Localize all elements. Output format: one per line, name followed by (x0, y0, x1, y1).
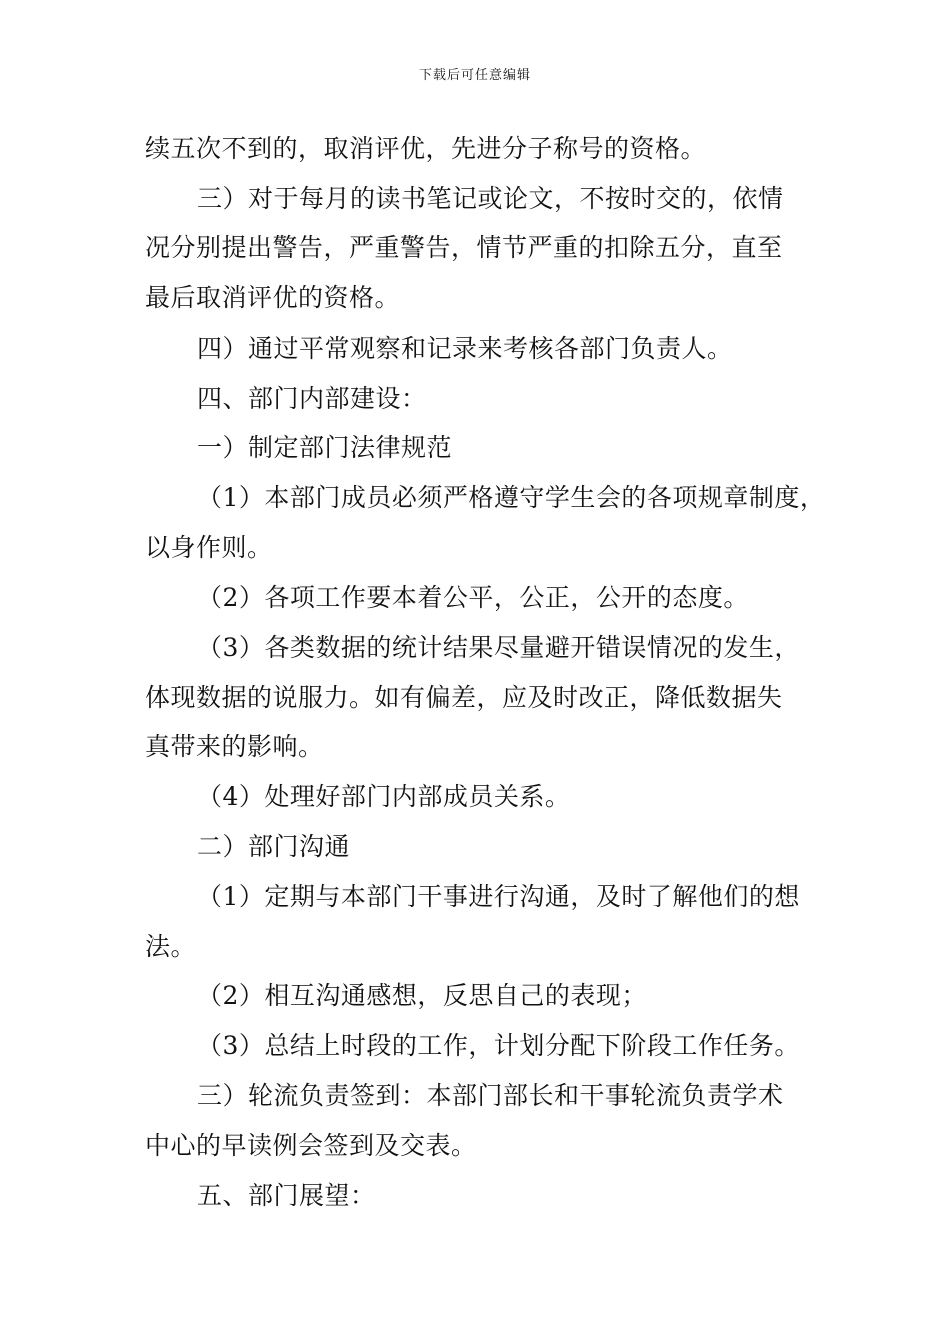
text-line-8: （1）本部门成员必须严格遵守学生会的各项规章制度， (197, 483, 826, 512)
text-line-12: 体现数据的说服力。如有偏差，应及时改正，降低数据失 (145, 683, 783, 712)
page-header: 下载后可任意编辑 (418, 68, 531, 83)
text-line-14: （4）处理好部门内部成员关系。 (197, 782, 571, 811)
text-line-2: 三）对于每月的读书笔记或论文，不按时交的，依情 (197, 184, 784, 213)
text-line-16: （1）定期与本部门干事进行沟通，及时了解他们的想 (197, 882, 800, 911)
text-line-17: 法。 (145, 932, 197, 961)
text-line-21: 中心的早读例会签到及交表。 (145, 1131, 477, 1160)
subheading-1: 一）制定部门法律规范 (197, 433, 453, 462)
subheading-3: 三）轮流负责签到：本部门部长和干事轮流负责学术 (197, 1081, 784, 1110)
text-line-4: 最后取消评优的资格。 (145, 283, 401, 312)
text-line-9: 以身作则。 (145, 533, 273, 562)
text-line-11: （3）各类数据的统计结果尽量避开错误情况的发生， (197, 633, 800, 662)
text-line-1: 续五次不到的，取消评优，先进分子称号的资格。 (145, 134, 707, 163)
text-line-10: （2）各项工作要本着公平，公正，公开的态度。 (197, 583, 749, 612)
text-line-19: （3）总结上时段的工作，计划分配下阶段工作任务。 (197, 1031, 800, 1060)
text-line-13: 真带来的影响。 (145, 732, 324, 761)
text-line-3: 况分别提出警告，严重警告，情节严重的扣除五分，直至 (145, 233, 783, 262)
text-line-5: 四）通过平常观察和记录来考核各部门负责人。 (197, 334, 733, 363)
section-heading-5: 五、部门展望： (197, 1181, 376, 1210)
subheading-2: 二）部门沟通 (197, 832, 351, 861)
section-heading-4: 四、部门内部建设： (197, 384, 427, 413)
text-line-18: （2）相互沟通感想，反思自己的表现； (197, 981, 647, 1010)
